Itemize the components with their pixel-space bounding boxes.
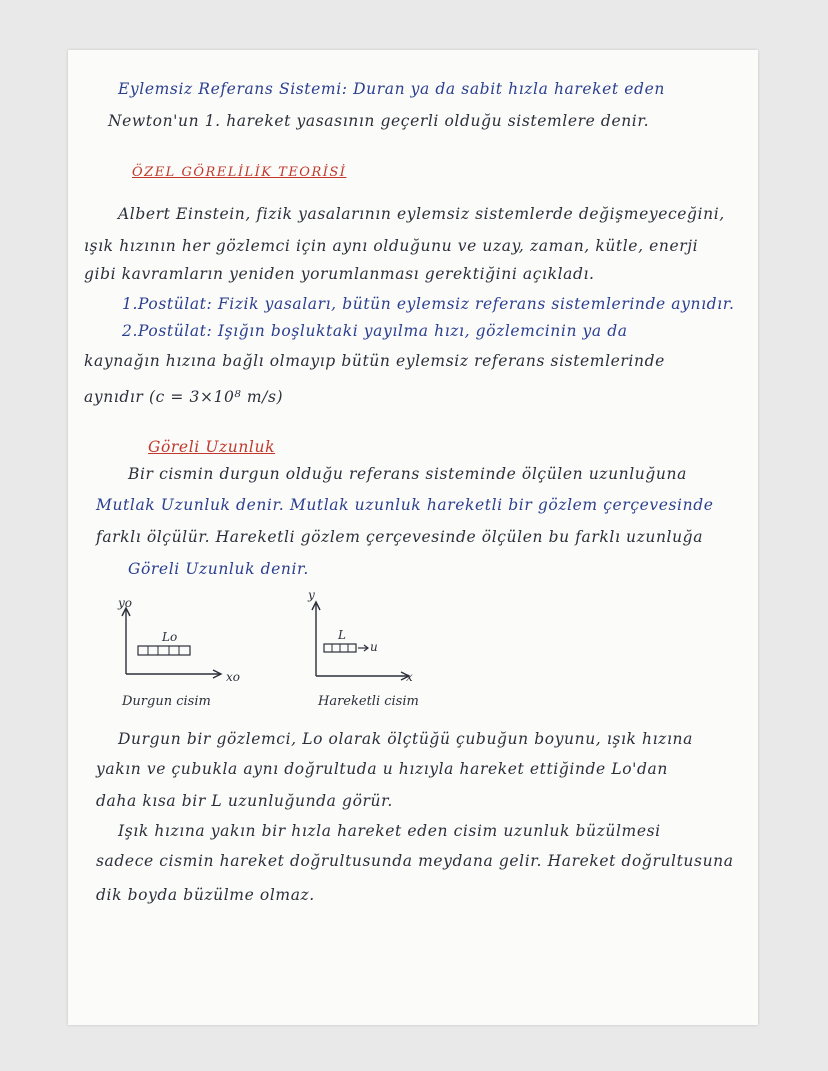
paragraph-observer-2: yakın ve çubukla aynı doğrultuda u hızıyla hareket ettiğinde Lo'dan — [96, 760, 668, 778]
rest-rod — [138, 646, 190, 655]
postulate-2-line-3: aynıdır (c = 3×10⁸ m/s) — [84, 388, 284, 406]
moving-x-axis-label: x — [406, 670, 413, 684]
paragraph-length-2: Mutlak Uzunluk denir. Mutlak uzunluk hareketli bir gözlem çerçevesinde — [96, 496, 714, 514]
postulate-1: 1.Postülat: Fizik yasaları, bütün eylemsiz referans sistemlerinde aynıdır. — [122, 295, 735, 313]
definition-line-2: Newton'un 1. hareket yasasının geçerli olduğu sistemlere denir. — [108, 112, 650, 130]
relative-length-title: Göreli Uzunluk — [148, 438, 276, 456]
rest-y-axis-label: yo — [118, 596, 133, 610]
paragraph-length-1: Bir cismin durgun olduğu referans sisteminde ölçülen uzunluğuna — [128, 465, 687, 483]
paragraph-observer-1: Durgun bir gözlemci, Lo olarak ölçtüğü çubuğun boyunu, ışık hızına — [118, 730, 693, 748]
velocity-label: u — [370, 640, 378, 654]
postulate-2-line-2: kaynağın hızına bağlı olmayıp bütün eylemsiz referans sistemlerinde — [84, 352, 665, 370]
rest-x-axis-label: xo — [226, 670, 240, 684]
moving-rod-label: L — [338, 628, 346, 642]
paragraph-length-4: Göreli Uzunluk denir. — [128, 560, 309, 578]
rest-rod-label: Lo — [162, 630, 178, 644]
paragraph-einstein-1: Albert Einstein, fizik yasalarının eylemsiz sistemlerde değişmeyeceğini, — [118, 205, 725, 223]
moving-rod — [324, 644, 356, 652]
moving-caption: Hareketli cisim — [318, 694, 419, 709]
paragraph-einstein-2: ışık hızının her gözlemci için aynı olduğunu ve uzay, zaman, kütle, enerji — [84, 237, 699, 255]
paragraph-contraction-3: dik boyda büzülme olmaz. — [96, 886, 315, 904]
paragraph-contraction-1: Işık hızına yakın bir hızla hareket eden cisim uzunluk büzülmesi — [118, 822, 661, 840]
paragraph-length-3: farklı ölçülür. Hareketli gözlem çerçevesinde ölçülen bu farklı uzunluğa — [96, 528, 704, 546]
paragraph-einstein-3: gibi kavramların yeniden yorumlanması gerektiğini açıkladı. — [84, 265, 595, 283]
special-relativity-title: ÖZEL GÖRELİLİK TEORİSİ — [132, 165, 347, 180]
definition-line-1: Eylemsiz Referans Sistemi: Duran ya da sabit hızla hareket eden — [118, 80, 665, 98]
paragraph-contraction-2: sadece cismin hareket doğrultusunda meydana gelir. Hareket doğrultusuna — [96, 852, 734, 870]
paragraph-observer-3: daha kısa bir L uzunluğunda görür. — [96, 792, 393, 810]
postulate-2-line-1: 2.Postülat: Işığın boşluktaki yayılma hızı, gözlemcinin ya da — [122, 322, 628, 340]
moving-y-axis-label: y — [308, 588, 315, 602]
rest-caption: Durgun cisim — [122, 694, 211, 709]
